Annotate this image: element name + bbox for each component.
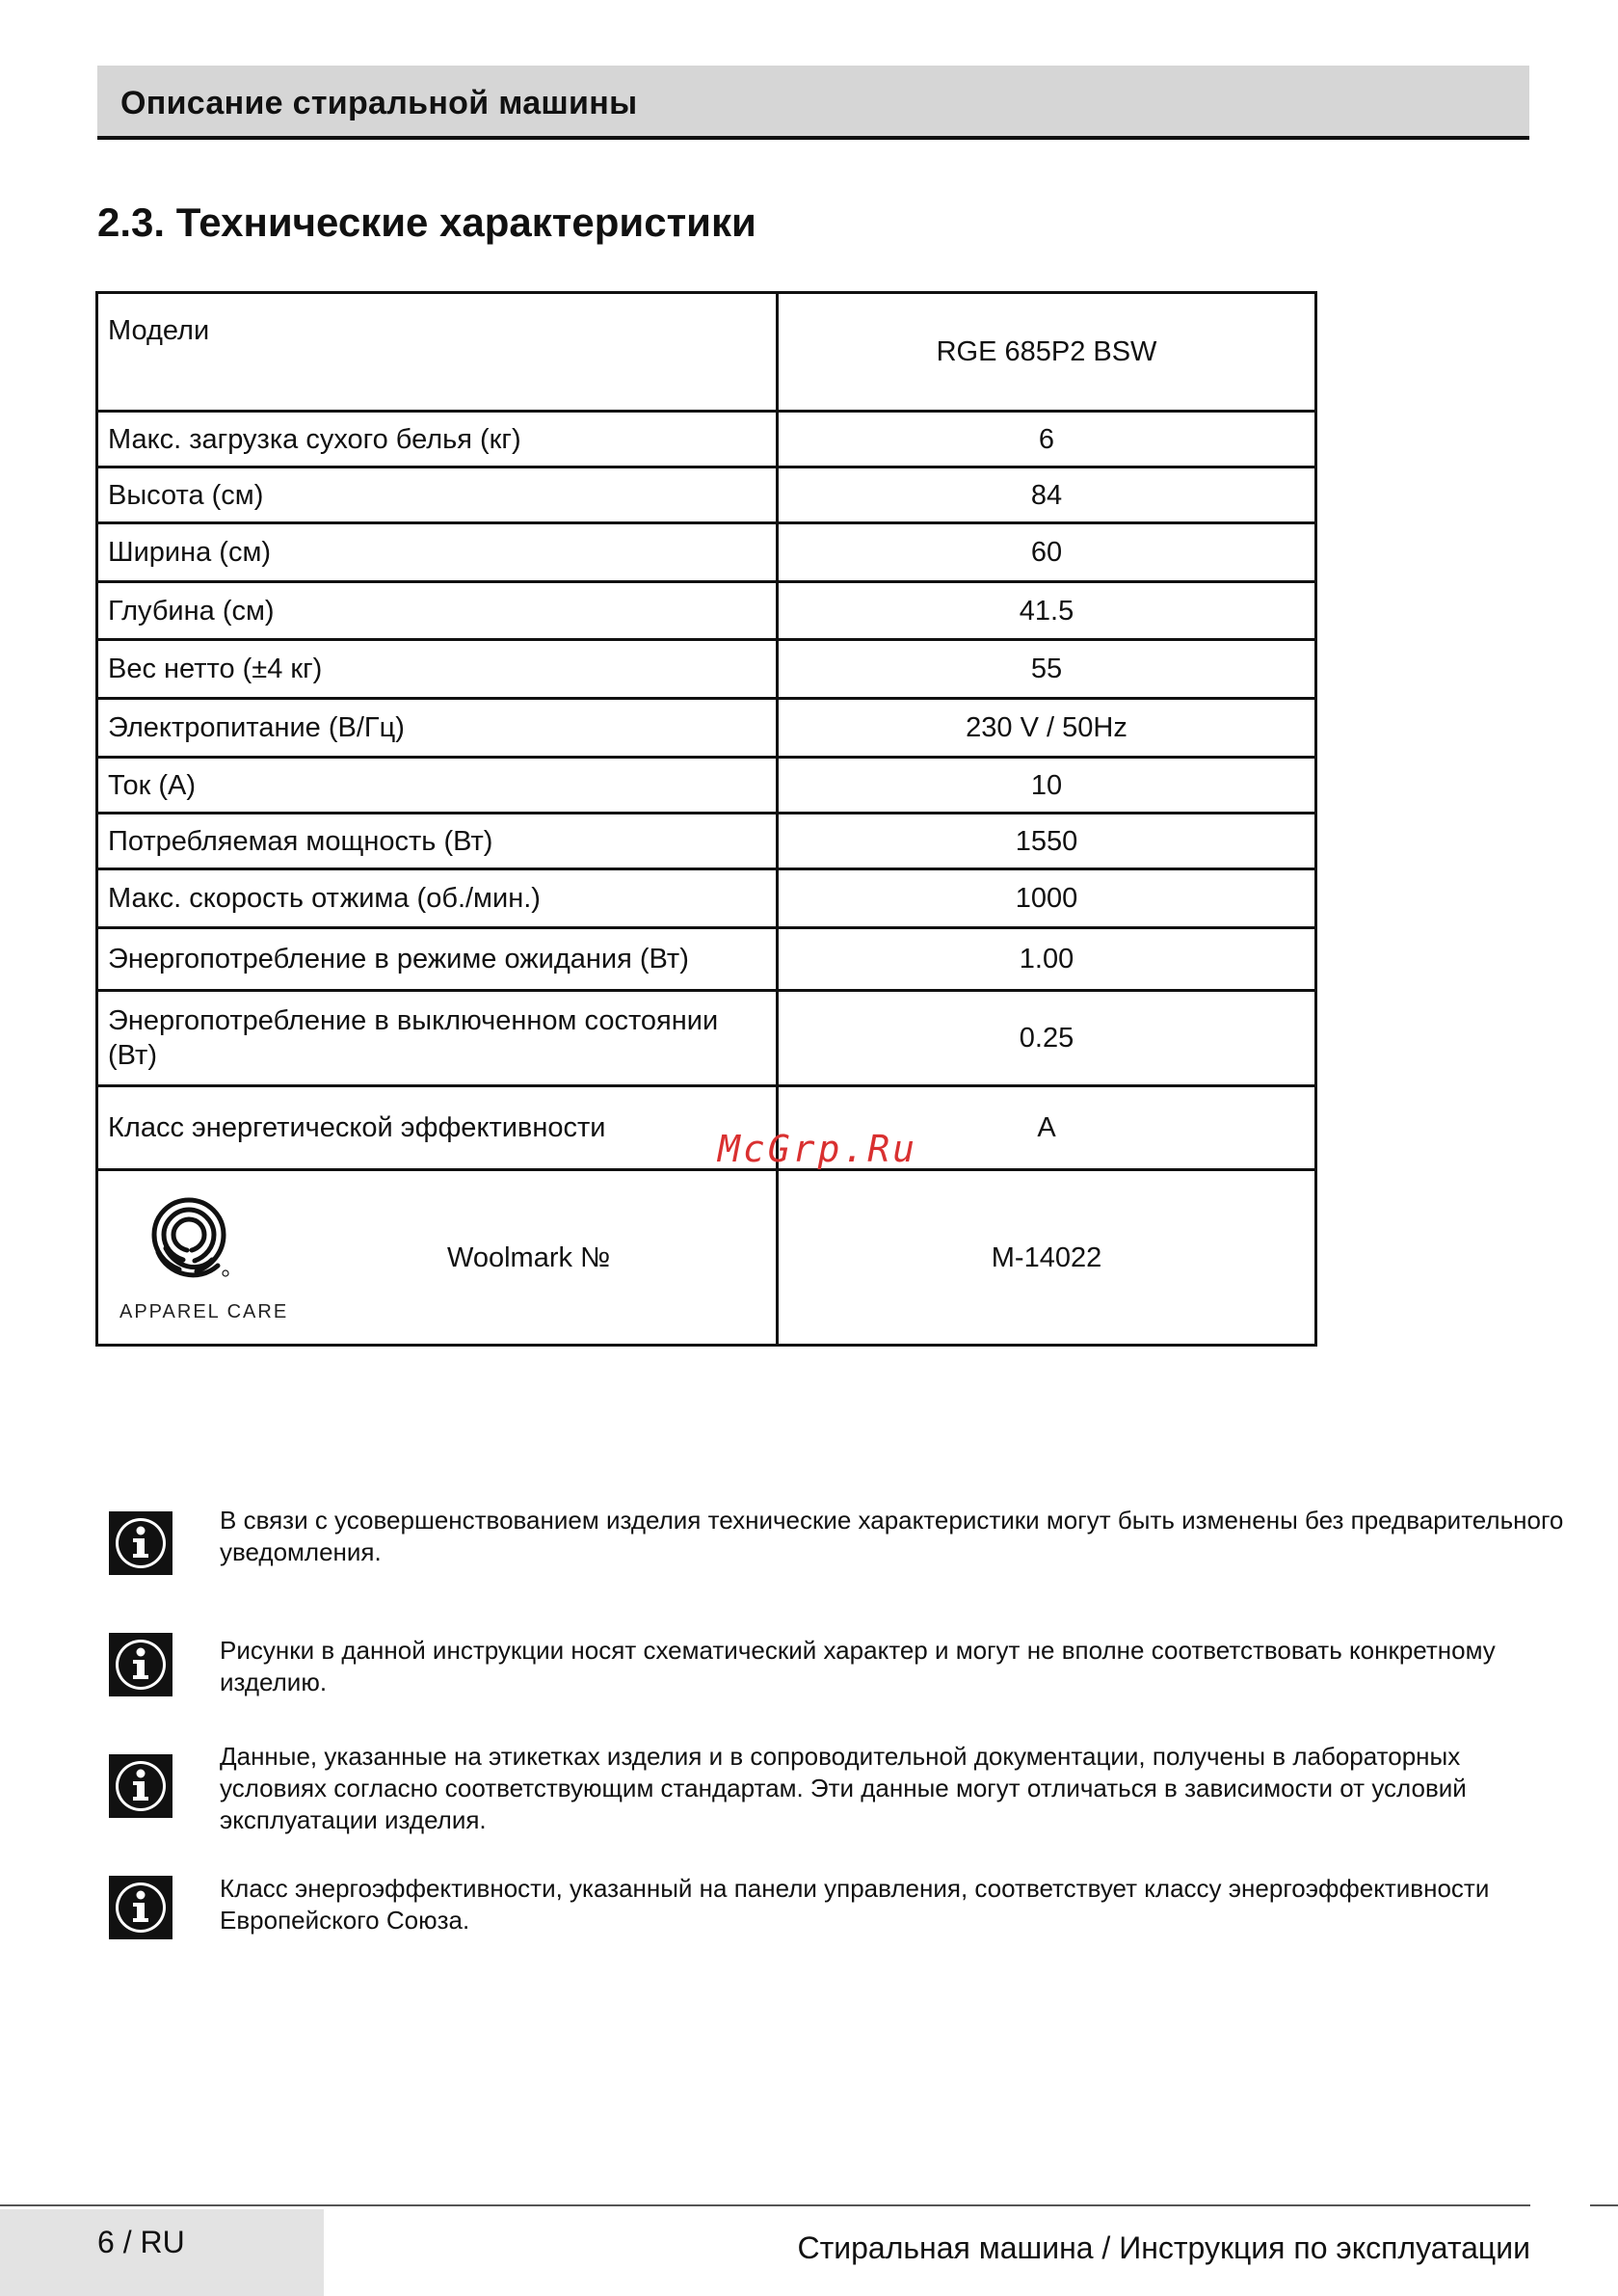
- page-number: 6 / RU: [97, 2225, 185, 2259]
- spec-value: 6: [778, 412, 1316, 467]
- section-title: 2.3. Технические характеристики: [97, 200, 756, 245]
- info-icon: [109, 1876, 172, 1939]
- spec-value: 55: [778, 640, 1316, 699]
- note-text: В связи с усовершенствованием изделия технические характеристики могут быть изменены без предварительного уведомления.: [220, 1506, 1564, 1566]
- spec-label: Макс. загрузка сухого белья (кг): [97, 412, 778, 467]
- woolmark-value: M-14022: [778, 1170, 1316, 1346]
- spec-value: 230 V / 50Hz: [778, 699, 1316, 758]
- info-icon: [109, 1633, 172, 1696]
- footer-doc-title: Стиральная машина / Инструкция по эксплуатации: [797, 2230, 1530, 2265]
- note-text: Рисунки в данной инструкции носят схематический характер и могут не вполне соответствовать конкретному изделию.: [220, 1636, 1496, 1696]
- spec-value: 1.00: [778, 928, 1316, 991]
- spec-value: 0.25: [778, 991, 1316, 1086]
- table-row: [97, 928, 1316, 991]
- spec-value: 1550: [778, 814, 1316, 869]
- table-row: [97, 412, 1316, 467]
- section-header-band: [97, 66, 1529, 140]
- table-row: [97, 814, 1316, 869]
- watermark: McGrp.Ru: [718, 1128, 918, 1170]
- table-row: [97, 699, 1316, 758]
- spec-value: RGE 685P2 BSW: [778, 293, 1316, 412]
- footer-divider-tick: [1590, 2204, 1618, 2206]
- specs-table: [95, 291, 1317, 1347]
- spec-label: Вес нетто (±4 кг): [97, 640, 778, 699]
- spec-value: 10: [778, 758, 1316, 814]
- spec-value: 1000: [778, 869, 1316, 928]
- woolmark-logo-caption: APPAREL CARE: [119, 1301, 289, 1322]
- spec-value: 60: [778, 523, 1316, 582]
- spec-value: 41.5: [778, 582, 1316, 640]
- woolmark-cell: [97, 1170, 778, 1346]
- spec-label: Модели: [97, 293, 778, 412]
- note-text: Данные, указанные на этикетках изделия и в сопроводительной документации, получены в лабораторных условиях согласно соответствующим стандартам. Эти данные могут отличаться в зависимости от условий эксплуатации изделия.: [220, 1742, 1467, 1834]
- spec-label: Глубина (см): [97, 582, 778, 640]
- table-row: [97, 467, 1316, 523]
- woolmark-label: Woolmark №: [447, 1242, 611, 1273]
- table-row: [97, 869, 1316, 928]
- footer-divider: [0, 2204, 1530, 2206]
- spec-value: 84: [778, 467, 1316, 523]
- info-icon: [109, 1511, 172, 1575]
- table-row: [97, 293, 1316, 412]
- table-row: [97, 1086, 1316, 1170]
- spec-label: Потребляемая мощность (Вт): [97, 814, 778, 869]
- note-text: Класс энергоэффективности, указанный на панели управления, соответствует классу энергоэффективности Европейского Союза.: [220, 1874, 1490, 1935]
- spec-value: A: [778, 1086, 1316, 1170]
- header-title: Описание стиральной машины: [120, 85, 638, 121]
- table-row: [97, 582, 1316, 640]
- spec-label: Класс энергетической эффективности: [97, 1086, 778, 1170]
- spec-label: Энергопотребление в режиме ожидания (Вт): [97, 928, 778, 991]
- woolmark-logo-icon: [141, 1192, 237, 1289]
- spec-label: Ток (А): [97, 758, 778, 814]
- info-icon: [109, 1754, 172, 1818]
- table-row: [97, 640, 1316, 699]
- table-row: [97, 991, 1316, 1086]
- spec-label: Высота (см): [97, 467, 778, 523]
- spec-label: Макс. скорость отжима (об./мин.): [97, 869, 778, 928]
- spec-label: Энергопотребление в выключенном состоянии (Вт): [97, 991, 778, 1086]
- woolmark-row: [97, 1170, 1316, 1346]
- spec-label: Электропитание (В/Гц): [97, 699, 778, 758]
- spec-label: Ширина (см): [97, 523, 778, 582]
- table-row: [97, 758, 1316, 814]
- table-row: [97, 523, 1316, 582]
